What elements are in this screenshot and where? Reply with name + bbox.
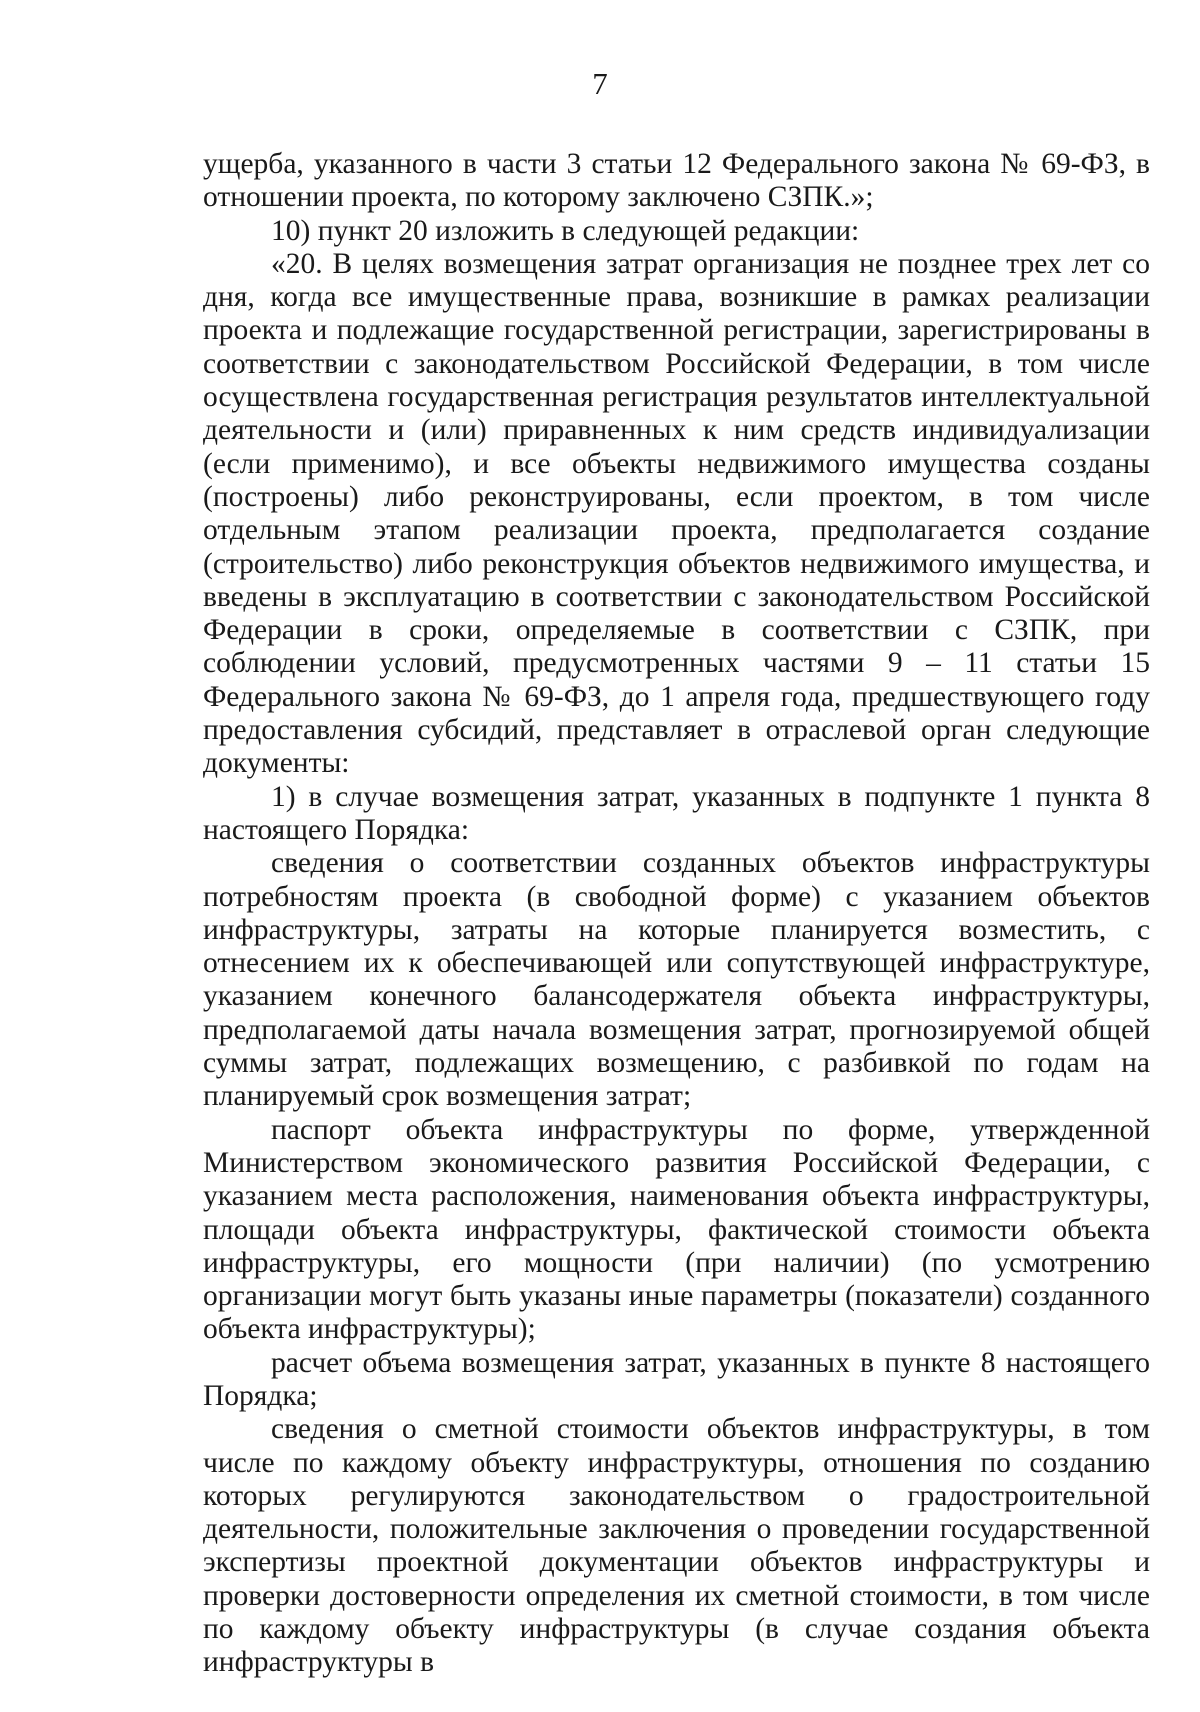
paragraph-subitem-1: 1) в случае возмещения затрат, указанных в подпункте 1 пункта 8 настоящего Порядка: xyxy=(203,780,1150,846)
paragraph-estimated-cost: сведения о сметной стоимости объектов инфраструктуры, в том числе по каждому объекту инфраструктуры, отношения по созданию которых регулируются законодательством о градостроительной деятельности, положительные заключения о проведении государственной экспертизы проектной документации объектов инфраструктуры и проверки достоверности определения их сметной стоимости, в том числе по каждому объекту инфраструктуры (в случае создания объекта инфраструктуры в xyxy=(203,1413,1150,1679)
paragraph-continuation: ущерба, указанного в части 3 статьи 12 Федерального закона № 69-ФЗ, в отношении проекта, по которому заключено СЗПК.»; xyxy=(203,148,1150,214)
paragraph-item-10: 10) пункт 20 изложить в следующей редакции: xyxy=(271,214,860,247)
paragraph-infrastructure-passport: паспорт объекта инфраструктуры по форме, утвержденной Министерством экономического развития Российской Федерации, с указанием места расположения, наименования объекта инфраструктуры, площади объекта инфраструктуры, фактической стоимости объекта инфраструктуры, его мощности (при наличии) (по усмотрению организации могут быть указаны иные параметры (показатели) созданного объекта инфраструктуры); xyxy=(203,1113,1150,1346)
paragraph-clause-20: «20. В целях возмещения затрат организация не позднее трех лет со дня, когда все имущественные права, возникшие в рамках реализации проекта и подлежащие государственной регистрации, зарегистрированы в соответствии с законодательством Российской Федерации, в том числе осуществлена государственная регистрация результатов интеллектуальной деятельности и (или) приравненных к ним средств индивидуализации (если применимо), и все объекты недвижимого имущества созданы (построены) либо реконструированы, если проектом, в том числе отдельным этапом реализации проекта, предполагается создание (строительство) либо реконструкция объектов недвижимого имущества, и введены в эксплуатацию в соответствии с законодательством Российской Федерации в сроки, определяемые в соответствии с СЗПК, при соблюдении условий, предусмотренных частями 9 – 11 статьи 15 Федерального закона № 69-ФЗ, до 1 апреля года, предшествующего году предоставления субсидий, представляет в отраслевой орган следующие документы: xyxy=(203,247,1150,780)
paragraph-cost-calculation: расчет объема возмещения затрат, указанных в пункте 8 настоящего Порядка; xyxy=(203,1346,1150,1412)
paragraph-infrastructure-info: сведения о соответствии созданных объектов инфраструктуры потребностям проекта (в свободной форме) с указанием объектов инфраструктуры, затраты на которые планируется возместить, с отнесением их к обеспечивающей или сопутствующей инфраструктуре, указанием конечного балансодержателя объекта инфраструктуры, предполагаемой даты начала возмещения затрат, прогнозируемой общей суммы затрат, подлежащих возмещению, с разбивкой по годам на планируемый срок возмещения затрат; xyxy=(203,847,1150,1113)
page-number: 7 xyxy=(592,66,608,101)
document-body xyxy=(203,148,1150,1680)
